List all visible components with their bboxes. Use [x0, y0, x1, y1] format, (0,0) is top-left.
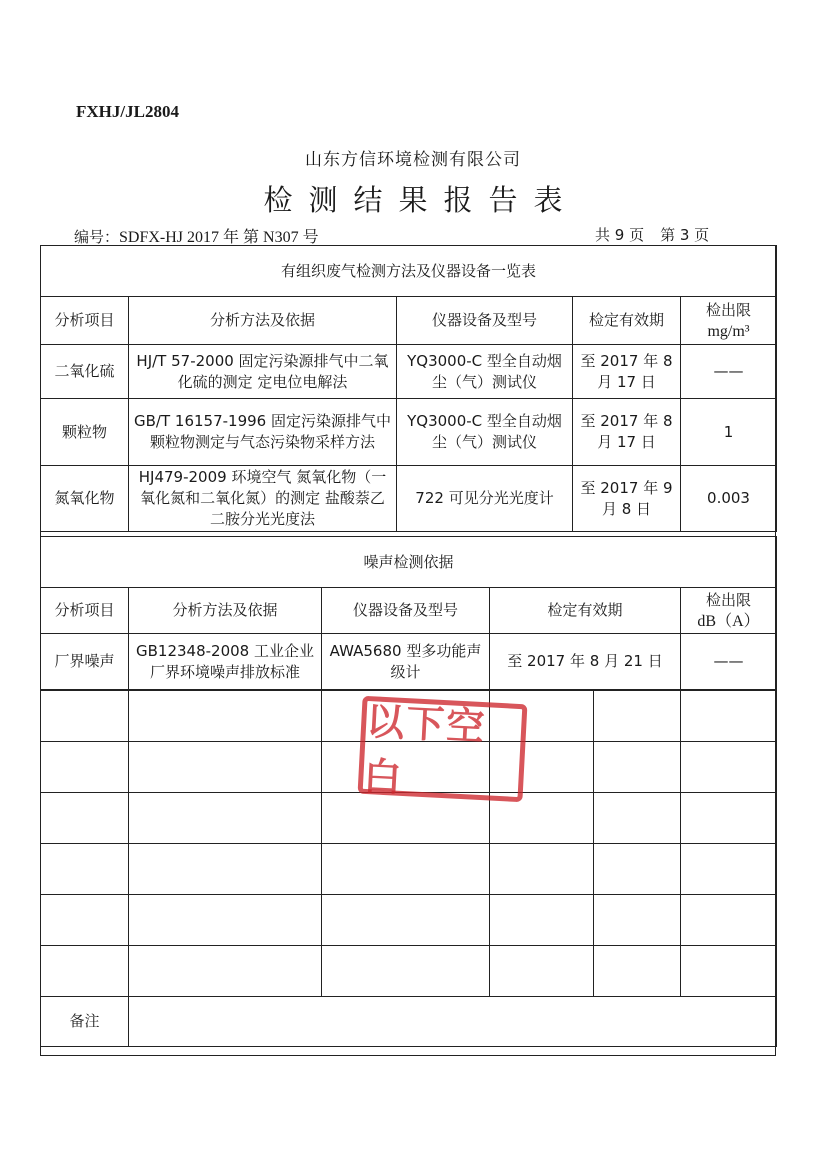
blank-row	[41, 844, 777, 895]
company-name: 山东方信环境检测有限公司	[305, 150, 521, 170]
limit-label: 检出限	[706, 590, 752, 609]
table-row	[41, 345, 777, 399]
row-method: HJ479-2009 环境空气 氮氧化物（一氧化氮和二氧化氮）的测定 盐酸萘乙二胺分光光度法	[129, 466, 397, 532]
blank-row	[41, 895, 777, 946]
noise-methods-table	[40, 536, 777, 690]
page-number: 第 3 页	[660, 226, 710, 244]
report-number-label: 编号：	[74, 228, 120, 246]
row-item: 颗粒物	[41, 399, 129, 466]
report-title: 检测结果报告表	[263, 183, 579, 217]
remarks-value	[129, 997, 777, 1047]
document-code: FXHJ/JL2804	[76, 102, 179, 121]
remarks-row	[41, 997, 777, 1047]
row-instrument: 722 可见分光光度计	[397, 466, 573, 532]
row-limit: ——	[681, 634, 777, 690]
gas-section-title: 有组织废气检测方法及仪器设备一览表	[41, 246, 777, 297]
total-pages: 共 9 页	[595, 226, 645, 244]
table-row	[41, 466, 777, 532]
limit-unit: dB（A）	[697, 612, 760, 630]
col-header-limit	[681, 588, 777, 634]
row-method: GB/T 16157-1996 固定污染源排气中颗粒物测定与气态污染物采样方法	[129, 399, 397, 466]
report-number-value: SDFX-HJ 2017 年 第 N307 号	[119, 229, 319, 246]
row-validity: 至 2017 年 8 月 21 日	[490, 634, 681, 690]
row-item: 二氧化硫	[41, 345, 129, 399]
col-header-validity: 检定有效期	[573, 297, 681, 345]
report-number	[74, 224, 319, 247]
col-header-method: 分析方法及依据	[129, 588, 322, 634]
row-validity: 至 2017 年 8 月 17 日	[573, 399, 681, 466]
row-item: 厂界噪声	[41, 634, 129, 690]
row-method: HJ/T 57-2000 固定污染源排气中二氧化硫的测定 定电位电解法	[129, 345, 397, 399]
remarks-label: 备注	[41, 997, 129, 1047]
row-instrument: YQ3000-C 型全自动烟尘（气）测试仪	[397, 399, 573, 466]
table-row	[41, 399, 777, 466]
col-header-item: 分析项目	[41, 588, 129, 634]
row-validity: 至 2017 年 8 月 17 日	[573, 345, 681, 399]
col-header-instrument: 仪器设备及型号	[322, 588, 490, 634]
row-limit: ——	[681, 345, 777, 399]
blank-below-stamp	[358, 696, 528, 803]
col-header-method: 分析方法及依据	[129, 297, 397, 345]
limit-label: 检出限	[706, 300, 752, 319]
row-limit: 0.003	[681, 466, 777, 532]
row-validity: 至 2017 年 9 月 8 日	[573, 466, 681, 532]
limit-unit: mg/m³	[707, 322, 750, 340]
col-header-limit	[681, 297, 777, 345]
table-row	[41, 634, 777, 690]
page-info	[595, 224, 709, 245]
blank-row	[41, 946, 777, 997]
row-item: 氮氧化物	[41, 466, 129, 532]
stamp-text: 以下空白	[362, 699, 488, 800]
gas-methods-table	[40, 245, 777, 532]
row-limit: 1	[681, 399, 777, 466]
row-instrument: YQ3000-C 型全自动烟尘（气）测试仪	[397, 345, 573, 399]
noise-section-title: 噪声检测依据	[41, 537, 777, 588]
col-header-instrument: 仪器设备及型号	[397, 297, 573, 345]
row-instrument: AWA5680 型多功能声级计	[322, 634, 490, 690]
col-header-validity: 检定有效期	[490, 588, 681, 634]
col-header-item: 分析项目	[41, 297, 129, 345]
row-method: GB12348-2008 工业企业厂界环境噪声排放标准	[129, 634, 322, 690]
